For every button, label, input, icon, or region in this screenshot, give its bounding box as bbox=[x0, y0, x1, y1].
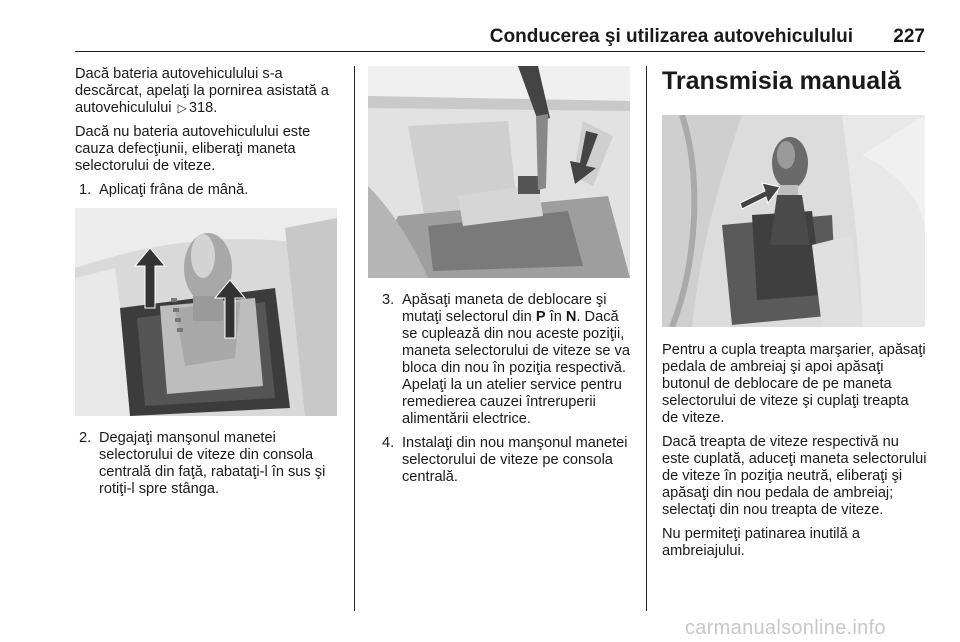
paragraph-reverse-gear: Pentru a cupla treapta marşarier, apăsaţi pedala de ambreiaj şi apoi apăsaţi butonul de deblocare de pe maneta selectorului de viteze şi cuplaţi treapta de viteze. bbox=[662, 342, 926, 426]
watermark: carmanualsonline.info bbox=[685, 617, 886, 639]
step-1: 1. Aplicaţi frâna de mână. bbox=[79, 182, 249, 198]
middle-column bbox=[378, 292, 633, 493]
release-lever-illustration bbox=[368, 66, 630, 278]
header-rule bbox=[75, 51, 925, 52]
page-header bbox=[75, 26, 925, 50]
step-3: 3. Apăsaţi maneta de deblocare şi mutaţi selectorul din P în N. Dacă se cuplează din nou aceste poziţii, maneta selectorului de viteze se va bloca din nou în poziţia respectivă. Apelaţi la un atelier service pentru remedierea cauzei întreruperii alimentării electrice. bbox=[382, 292, 630, 427]
right-column-title bbox=[662, 66, 927, 96]
figure-release-lever bbox=[368, 66, 630, 278]
left-column-lower bbox=[75, 430, 343, 505]
figure-manual-gearshift bbox=[662, 115, 925, 327]
paragraph-clutch-slip: Nu permiteţi patinarea inutilă a ambreiajului. bbox=[662, 526, 860, 559]
manual-gearshift-illustration bbox=[662, 115, 925, 327]
step-4: 4. Instalaţi din nou manşonul manetei selectorului de viteze pe consola centrală. bbox=[382, 435, 628, 485]
right-column bbox=[662, 342, 927, 567]
figure-automatic-selector bbox=[75, 208, 337, 416]
column-divider-left bbox=[354, 66, 355, 611]
left-column bbox=[75, 66, 343, 206]
triangle-right-reference-icon: ▷ bbox=[177, 101, 187, 115]
section-title: Transmisia manuală bbox=[662, 67, 902, 95]
automatic-selector-illustration bbox=[75, 208, 337, 416]
step-2: 2. Degajaţi manşonul manetei selectorului de viteze din consola centrală din faţă, rabataţi-l în sus şi rotiţi-l spre stânga. bbox=[79, 430, 326, 497]
column-divider-right bbox=[646, 66, 647, 611]
running-title: Conducerea şi utilizarea autovehiculului bbox=[489, 26, 853, 47]
paragraph-gear-not-engaged: Dacă treapta de viteze respectivă nu este cuplată, aduceţi maneta selectorului de viteze în poziţia neutră, eliberaţi şi apăsaţi din nou pedala de ambreiaj; selectaţi din nou treapta de viteze. bbox=[662, 434, 927, 518]
page-number: 227 bbox=[893, 26, 925, 47]
paragraph-battery: Dacă bateria autovehiculului s-a descărcat, apelaţi la pornirea asistată a autovehiculului ▷ 318. bbox=[75, 66, 329, 116]
paragraph-release-lever: Dacă nu bateria autovehiculului este cauza defecţiunii, eliberaţi maneta selectorului de viteze. bbox=[75, 124, 311, 174]
